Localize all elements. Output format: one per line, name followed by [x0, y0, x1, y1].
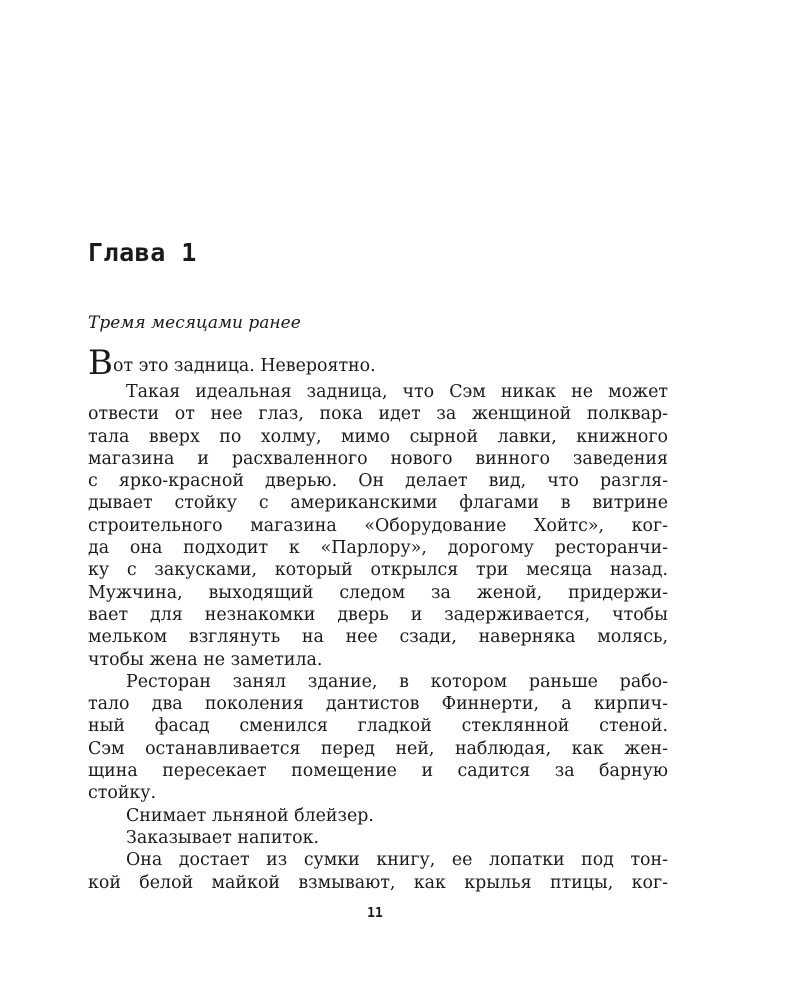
text-line: чтобы жена не заметила.: [88, 649, 323, 670]
text-line: стойку.: [88, 783, 157, 804]
text-line: Мужчина, выходящий следом за женой, придержи-: [88, 582, 668, 603]
text-line: Снимает льняной блейзер.: [126, 805, 374, 826]
epigraph: Тремя месяцами ранее: [88, 313, 301, 333]
opening-line-text: от это задница. Невероятно.: [113, 356, 376, 376]
text-line: магазина и расхваленного нового винного заведения: [88, 448, 668, 469]
text-line: ный фасад сменился гладкой стеклянной стеной.: [88, 716, 668, 737]
chapter-title: Глава 1: [88, 238, 197, 267]
page-number: 11: [367, 906, 383, 921]
text-line: отвести от нее глаз, пока идет за женщиной полквар-: [88, 404, 668, 425]
text-line: вает для незнакомки дверь и задерживается, чтобы: [88, 604, 668, 625]
text-line: тало два поколения дантистов Финнерти, а кирпич-: [88, 694, 668, 715]
text-line: Такая идеальная задница, что Сэм никак не может: [126, 382, 668, 402]
text-line: Ресторан занял здание, в котором раньше рабо-: [126, 671, 668, 692]
text-line: Она достает из сумки книгу, ее лопатки под тон-: [126, 850, 668, 871]
text-line: с ярко-красной дверью. Он делает вид, что разгля-: [88, 471, 668, 492]
text-line: да она подходит к «Парлору», дорогому ресторанчи-: [88, 538, 668, 559]
text-line: дывает стойку с американскими флагами в витрине: [88, 493, 668, 514]
text-line: тала вверх по холму, мимо сырной лавки, книжного: [88, 426, 668, 447]
opening-line: [88, 343, 668, 383]
text-line: мельком взглянуть на нее сзади, наверняка молясь,: [88, 627, 668, 648]
text-line: Заказывает напиток.: [126, 827, 319, 848]
text-line: ку с закусками, который открылся три месяца назад.: [88, 560, 668, 581]
text-line: кой белой майкой взмывают, как крылья птицы, ког-: [88, 872, 668, 893]
text-line: щина пересекает помещение и садится за барную: [88, 761, 668, 782]
drop-cap: В: [88, 343, 113, 383]
text-line: Сэм останавливается перед ней, наблюдая, как жен-: [88, 738, 668, 759]
body-text: [88, 343, 668, 894]
text-line: строительного магазина «Оборудование Хойтс», ког-: [88, 515, 668, 536]
